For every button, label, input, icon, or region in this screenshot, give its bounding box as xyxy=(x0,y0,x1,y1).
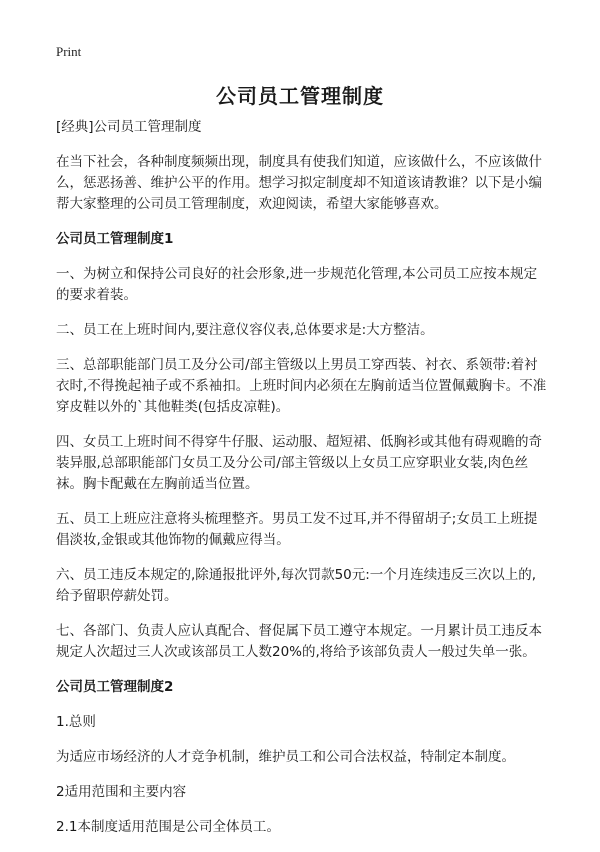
section2-item: 2适用范围和主要内容 xyxy=(56,784,187,800)
intro-paragraph: 在当下社会，各种制度频频出现，制度具有使我们知道，应该做什么，不应该做什么，惩恶扬善、维护公平的作用。想学习拟定制度却不知道该请教谁？以下是小编帮大家整理的公司员工管理制度，欢迎阅读，希望大家能够喜欢。 xyxy=(56,154,542,212)
section1-item: 三、总部职能部门员工及分公司/部主管级以上男员工穿西装、衬衣、系领带:着衬衣时,不得挽起袖子或不系袖扣。上班时间内必须在左胸前适当位置佩戴胸卡。不准穿皮鞋以外的`其他鞋类(包括皮凉鞋)。 xyxy=(56,357,547,415)
section-heading-1: 公司员工管理制度1 xyxy=(56,231,174,247)
section1-item: 五、员工上班应注意将头梳理整齐。男员工发不过耳,并不得留胡子;女员工上班提倡淡妆,金银或其他饰物的佩戴应得当。 xyxy=(56,511,538,548)
section2-item: 1.总则 xyxy=(56,714,96,730)
section1-item: 四、女员工上班时间不得穿牛仔服、运动服、超短裙、低胸衫或其他有碍观瞻的奇装异服,总部职能部门女员工及分公司/部主管级以上女员工应穿职业女装,肉色丝袜。胸卡配戴在左胸前适当位置。 xyxy=(56,434,542,492)
section-heading-2: 公司员工管理制度2 xyxy=(56,679,174,695)
section2-item: 为适应市场经济的人才竞争机制，维护员工和公司合法权益，特制定本制度。 xyxy=(56,749,515,765)
print-link[interactable]: Print xyxy=(56,44,82,59)
section1-item: 一、为树立和保持公司良好的社会形象,进一步规范化管理,本公司员工应按本规定的要求着装。 xyxy=(56,266,538,303)
section1-item: 七、各部门、负责人应认真配合、督促属下员工遵守本规定。一月累计员工违反本规定人次超过三人次或该部员工人数20%的,将给予该部负责人一般过失单一张。 xyxy=(56,623,542,660)
document-body xyxy=(56,117,548,852)
section2-item: 2.1本制度适用范围是公司全体员工。 xyxy=(56,819,280,835)
page-title: 公司员工管理制度 xyxy=(216,84,384,108)
document-subtitle: [经典]公司员工管理制度 xyxy=(56,119,202,135)
section1-item: 六、员工违反本规定的,除通报批评外,每次罚款50元:一个月连续违反三次以上的,给予留职停薪处罚。 xyxy=(56,567,537,604)
section1-item: 二、员工在上班时间内,要注意仪容仪表,总体要求是:大方整洁。 xyxy=(56,322,434,338)
